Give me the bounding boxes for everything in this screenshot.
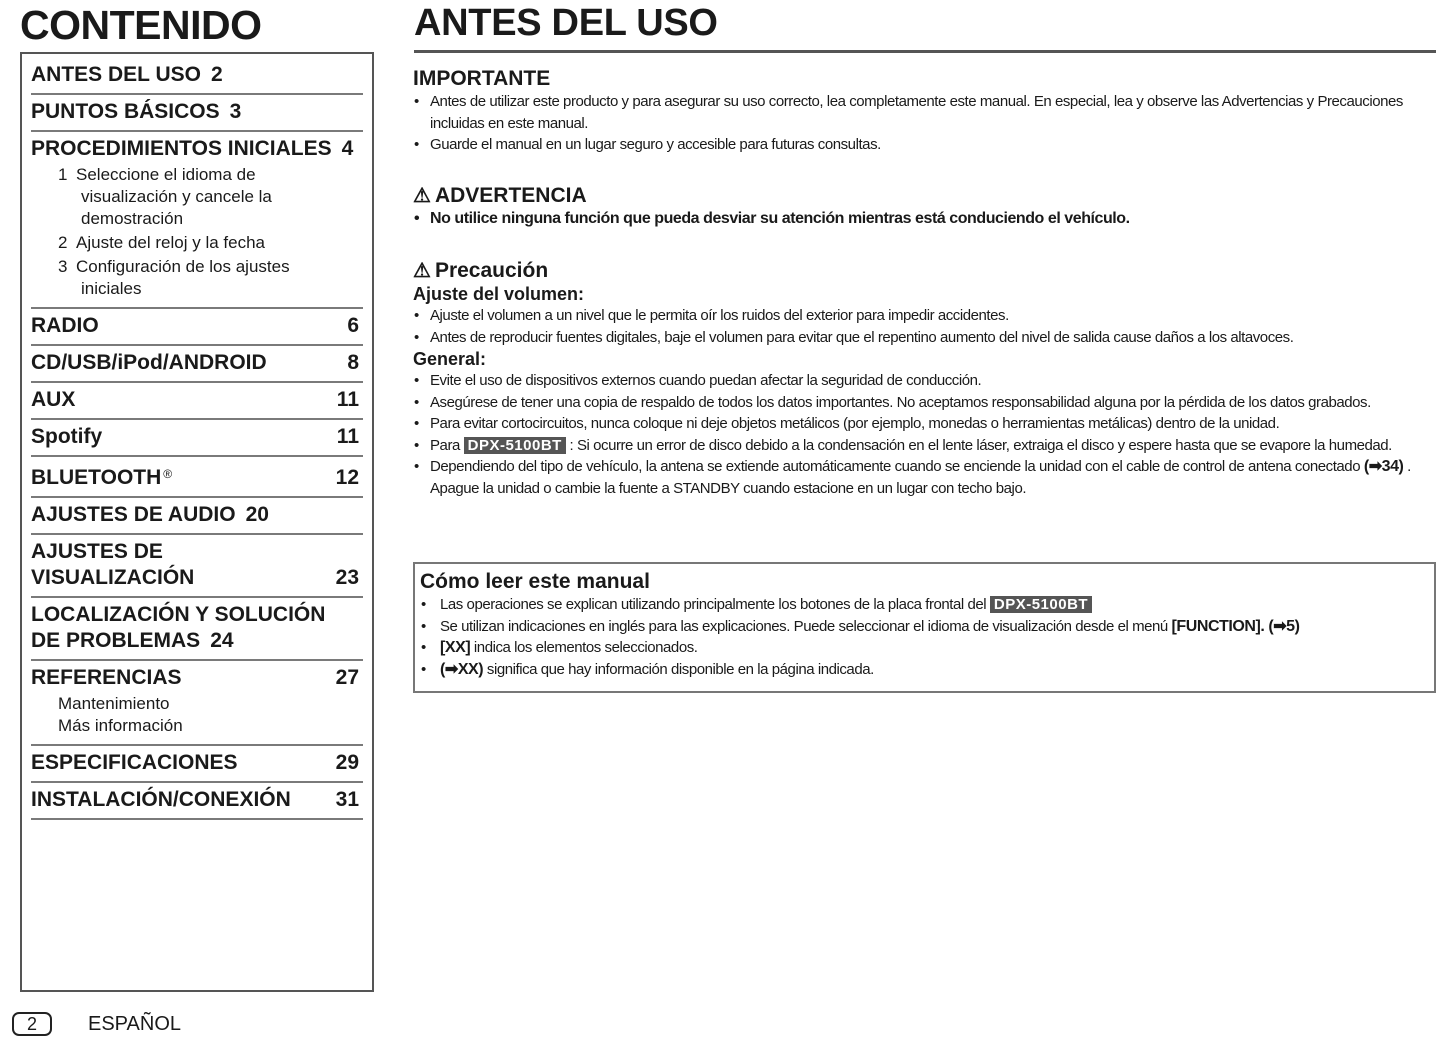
toc-item[interactable]: PUNTOS BÁSICOS 3 [31, 95, 363, 132]
important-heading: IMPORTANTE [413, 67, 551, 90]
toc-item[interactable]: INSTALACIÓN/CONEXIÓN 31 [31, 783, 363, 820]
list-item: • Guarde el manual en un lugar seguro y accesible para futuras consultas. [413, 134, 1428, 156]
how-to-read-heading: Cómo leer este manual [420, 570, 650, 593]
function-menu-ref: [FUNCTION] [1171, 617, 1261, 635]
list-item: • Antes de reproducir fuentes digitales, baje el volumen para evitar que el repentino aumento del nivel de salida cause daños a los altavoces. [413, 327, 1428, 349]
warning-triangle-icon: ⚠ [413, 260, 431, 282]
toc-item[interactable]: ESPECIFICACIONES 29 [31, 746, 363, 783]
list-item: • (➡XX) significa que hay información disponible en la página indicada. [420, 659, 1428, 681]
how-to-read-box [413, 562, 1436, 693]
page-footer [12, 1012, 181, 1036]
toc-item[interactable]: ANTES DEL USO 2 [31, 58, 363, 95]
model-tag: DPX-5100BT [464, 437, 566, 454]
list-item: • Las operaciones se explican utilizando principalmente los botones de la placa frontal del DPX-5100BT [420, 594, 1428, 616]
toc-item[interactable]: AJUSTES DE AUDIO 20 [31, 498, 363, 535]
list-item: • No utilice ninguna función que pueda desviar su atención mientras está conduciendo el vehículo. [413, 208, 1428, 230]
toc-subitem[interactable]: 3 Configuración de los ajustes iniciales [58, 257, 290, 298]
list-item: • Antes de utilizar este producto y para asegurar su uso correcto, lea completamente este manual. En especial, lea y observe las Advertencias y Precauciones incluidas en este manual. [413, 91, 1428, 134]
toc-item[interactable]: LOCALIZACIÓN Y SOLUCIÓN DE PROBLEMAS 24 [31, 598, 363, 661]
toc-item[interactable]: REFERENCIAS 27 Mantenimiento Más información [31, 661, 363, 746]
table-of-contents [20, 52, 374, 992]
page-reference[interactable]: (➡34) [1363, 458, 1404, 475]
toc-item[interactable]: RADIO 6 [31, 309, 363, 346]
important-section [413, 67, 1428, 156]
general-subheading: General: [413, 349, 487, 369]
caution-heading: Precaución [434, 259, 549, 282]
caution-section [413, 259, 1428, 499]
warning-heading: ADVERTENCIA [434, 184, 587, 207]
toc-subitem[interactable]: Más información [58, 716, 183, 735]
title-divider [414, 50, 1436, 53]
toc-subitem[interactable]: 2 Ajuste del reloj y la fecha [58, 233, 265, 252]
language-label: ESPAÑOL [88, 1012, 181, 1035]
list-item: • Ajuste el volumen a un nivel que le permita oír los ruidos del exterior para impedir accidentes. [413, 305, 1428, 327]
list-item: • Asegúrese de tener una copia de respaldo de todos los datos importantes. No aceptamos responsabilidad alguna por la pérdida de los datos grabados. [413, 392, 1428, 414]
registered-mark: ® [163, 467, 173, 481]
toc-subitem[interactable]: 1 Seleccione el idioma de visualización y cancele la demostración [58, 165, 272, 228]
list-item: • Evite el uso de dispositivos externos cuando puedan afectar la seguridad de conducción. [413, 370, 1428, 392]
warning-section [413, 184, 1428, 230]
list-item: • Se utilizan indicaciones en inglés para las explicaciones. Puede seleccionar el idioma de visualización desde el menú [FUNCTION]. (➡5) [420, 616, 1428, 638]
toc-subitem[interactable]: Mantenimiento [58, 694, 170, 713]
toc-item[interactable]: PROCEDIMIENTOS INICIALES 4 1 Seleccione el idioma de visualización y cancele la demostración 2 Ajuste del reloj y la fecha 3 Configuración de los ajustes iniciales [31, 132, 363, 309]
toc-item[interactable]: BLUETOOTH ® 12 [31, 457, 363, 498]
volume-subheading: Ajuste del volumen: [413, 284, 585, 304]
toc-item[interactable]: AUX 11 [31, 383, 363, 420]
toc-title: CONTENIDO [20, 2, 262, 48]
warning-triangle-icon: ⚠ [413, 185, 431, 207]
list-item: • [XX] indica los elementos seleccionados. [420, 637, 1428, 659]
list-item: • Dependiendo del tipo de vehículo, la antena se extiende automáticamente cuando se enciende la unidad con el cable de control de antena conectado (➡34) . Apague la unidad o cambie la fuente a STANDBY cuando estacione en un lugar con techo bajo. [413, 456, 1428, 499]
page-number-badge: 2 [12, 1012, 52, 1036]
list-item: • Para DPX-5100BT : Si ocurre un error de disco debido a la condensación en el lente láser, extraiga el disco y espere hasta que se evapore la humedad. [413, 435, 1428, 457]
page-reference[interactable]: . (➡5) [1260, 617, 1300, 635]
toc-item[interactable]: Spotify 11 [31, 420, 363, 457]
toc-item[interactable]: AJUSTES DE VISUALIZACIÓN 23 [31, 535, 363, 598]
model-tag: DPX-5100BT [990, 596, 1092, 613]
toc-item[interactable]: CD/USB/iPod/ANDROID 8 [31, 346, 363, 383]
page-title: ANTES DEL USO [414, 2, 718, 44]
list-item: • Para evitar cortocircuitos, nunca coloque ni deje objetos metálicos (por ejemplo, monedas o herramientas metálicas) dentro de la unidad. [413, 413, 1428, 435]
